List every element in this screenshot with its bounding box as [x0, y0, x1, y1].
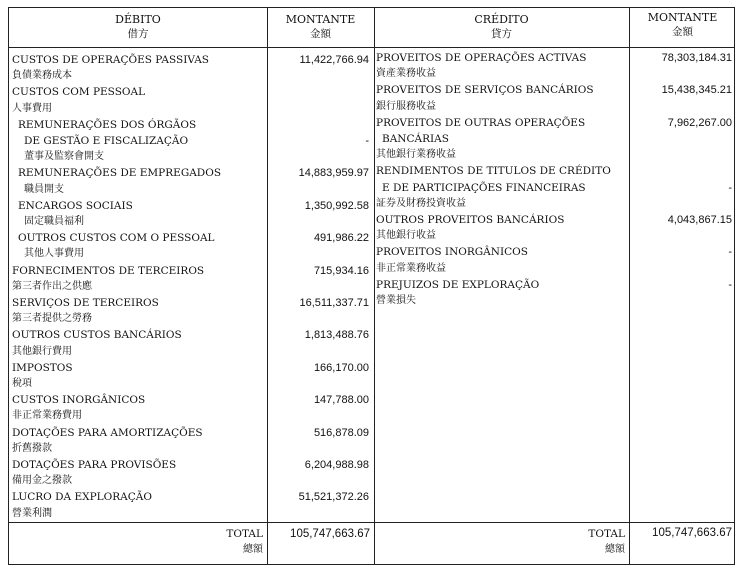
debit-line-label: DOTAÇÕES PARA AMORTIZAÇÕES: [12, 426, 203, 439]
debit-total-label: [9, 527, 263, 557]
debit-line-label: 人事費用: [12, 102, 52, 114]
debit-title-zh: 借方: [127, 28, 149, 40]
debit-header: [9, 12, 267, 42]
debit-line-amount: 11,422,766.94: [299, 54, 369, 66]
debit-line-label: ENCARGOS SOCIAIS: [18, 199, 133, 212]
credit-line-label: E DE PARTICIPAÇÕES FINANCEIRAS: [382, 181, 586, 194]
debit-line-label: OUTROS CUSTOS BANCÁRIOS: [12, 329, 182, 342]
credit-title: CRÉDITO: [474, 13, 529, 26]
debit-line-label: IMPOSTOS: [12, 361, 73, 374]
credit-line-amount: 4,043,867.15: [667, 214, 732, 226]
credit-line-label: 証券及財務投資收益: [376, 197, 466, 209]
credit-amount-header: [629, 10, 736, 40]
debit-amount-title-zh: 金額: [310, 28, 331, 40]
debit-line-amount: 1,813,488.76: [304, 329, 369, 342]
credit-amount-title-zh: 金額: [672, 26, 693, 38]
debit-line-label: CUSTOS COM PESSOAL: [12, 86, 146, 99]
credit-total-label: [374, 527, 625, 557]
credit-line-label: 非正常業務收益: [376, 262, 446, 274]
debit-line-label: 備用金之撥款: [12, 475, 72, 487]
credit-line-amount: 78,303,184.31: [661, 52, 732, 64]
total-rule: [9, 522, 734, 523]
debit-line-label: REMUNERAÇÕES DE EMPREGADOS: [18, 167, 222, 180]
credit-line-amount: 15,438,345.21: [661, 84, 732, 97]
credit-line-label: OUTROS PROVEITOS BANCÁRIOS: [376, 214, 565, 226]
debit-line-amount: 1,350,992.58: [304, 199, 369, 212]
credit-total-amount: 105,747,663.67: [652, 527, 732, 539]
credit-line-label: RENDIMENTOS DE TITULOS DE CRÉDITO: [376, 165, 611, 178]
debit-line-amount: 715,934.16: [313, 264, 369, 277]
header-rule: [9, 47, 734, 48]
debit-line-label: 其他人事費用: [24, 248, 84, 260]
debit-line-amount: 6,204,988.98: [304, 459, 369, 471]
debit-line-label: OUTROS CUSTOS COM O PESSOAL: [18, 232, 215, 245]
debit-line-label: LUCRO DA EXPLORAÇÃO: [12, 491, 152, 504]
credit-line-label: PROVEITOS DE OUTRAS OPERAÇÕES: [376, 116, 586, 129]
debit-total-text-zh: 總額: [243, 544, 263, 555]
debit-line-label: 固定職員福利: [24, 216, 84, 227]
debit-line-label: 營業利潤: [12, 507, 52, 519]
debit-line-label: DOTAÇÕES PARA PROVISÕES: [12, 459, 177, 471]
debit-line-label: 第三者提供之勞務: [12, 313, 92, 325]
credit-line-label: 銀行服務收益: [376, 100, 436, 112]
column-divider: [374, 8, 375, 564]
debit-line-label: 非正常業務費用: [12, 410, 82, 422]
debit-line-amount: 166,170.00: [313, 361, 369, 374]
debit-line-label: CUSTOS INORGÂNICOS: [12, 394, 146, 407]
debit-line-label: 職員開支: [24, 183, 64, 195]
debit-line-label: 折舊撥款: [12, 442, 52, 454]
debit-line-amount: 516,878.09: [313, 426, 369, 439]
credit-line-amount: -: [728, 278, 732, 291]
debit-line-label: 董事及監察會開支: [24, 151, 104, 163]
debit-line-amount: 147,788.00: [313, 394, 369, 407]
debit-total-text: TOTAL: [226, 528, 263, 540]
debit-line-amount: -: [365, 135, 369, 147]
credit-line-label: 其他銀行收益: [376, 230, 436, 242]
credit-line-amount: 7,962,267.00: [667, 116, 732, 129]
credit-total-text-zh: 總額: [605, 544, 625, 555]
credit-line-label: 資產業務收益: [376, 68, 436, 80]
debit-line-label: 稅項: [12, 378, 32, 389]
credit-amount-title: MONTANTE: [647, 11, 718, 24]
debit-line-label: 第三者作出之供應: [12, 280, 92, 292]
debit-line-amount: 16,511,337.71: [299, 297, 369, 309]
debit-line-label: CUSTOS DE OPERAÇÕES PASSIVAS: [12, 54, 209, 66]
credit-line-amount: -: [728, 181, 732, 194]
debit-total-amount: 105,747,663.67: [290, 528, 370, 540]
credit-total-text: TOTAL: [588, 528, 625, 540]
credit-line-label: 其他銀行業務收益: [376, 149, 456, 161]
debit-line-label: SERVIÇOS DE TERCEIROS: [12, 297, 159, 309]
credit-line-label: PREJUIZOS DE EXPLORAÇÃO: [376, 278, 540, 291]
credit-line-label: PROVEITOS INORGÂNICOS: [376, 246, 528, 259]
debit-line-label: 其他銀行費用: [12, 345, 72, 357]
debit-line-label: 負債業務成本: [12, 70, 72, 82]
debit-line-amount: 491,986.22: [313, 232, 369, 245]
debit-amount-header: [267, 12, 374, 42]
credit-line-label: PROVEITOS DE SERVIÇOS BANCÁRIOS: [376, 84, 594, 97]
credit-line-label: 營業損失: [376, 295, 416, 306]
credit-title-zh: 貸方: [491, 28, 512, 40]
debit-title: DÉBITO: [115, 13, 161, 26]
credit-entries: [376, 50, 734, 520]
credit-header: [374, 12, 629, 42]
debit-amount-title: MONTANTE: [285, 13, 356, 26]
debit-line-label: DE GESTÃO E FISCALIZAÇÃO: [24, 135, 189, 147]
credit-line-label: PROVEITOS DE OPERAÇÕES ACTIVAS: [376, 52, 587, 64]
debit-entries: [12, 52, 374, 522]
credit-line-amount: -: [728, 246, 732, 259]
debit-line-amount: 14,883,959.97: [298, 167, 369, 180]
profit-and-loss-statement: [8, 7, 735, 565]
credit-line-label: BANCÁRIAS: [382, 133, 449, 145]
debit-line-amount: 51,521,372.26: [298, 491, 369, 504]
debit-line-label: REMUNERAÇÕES DOS ÓRGÃOS: [18, 118, 197, 131]
debit-line-label: FORNECIMENTOS DE TERCEIROS: [12, 264, 205, 277]
